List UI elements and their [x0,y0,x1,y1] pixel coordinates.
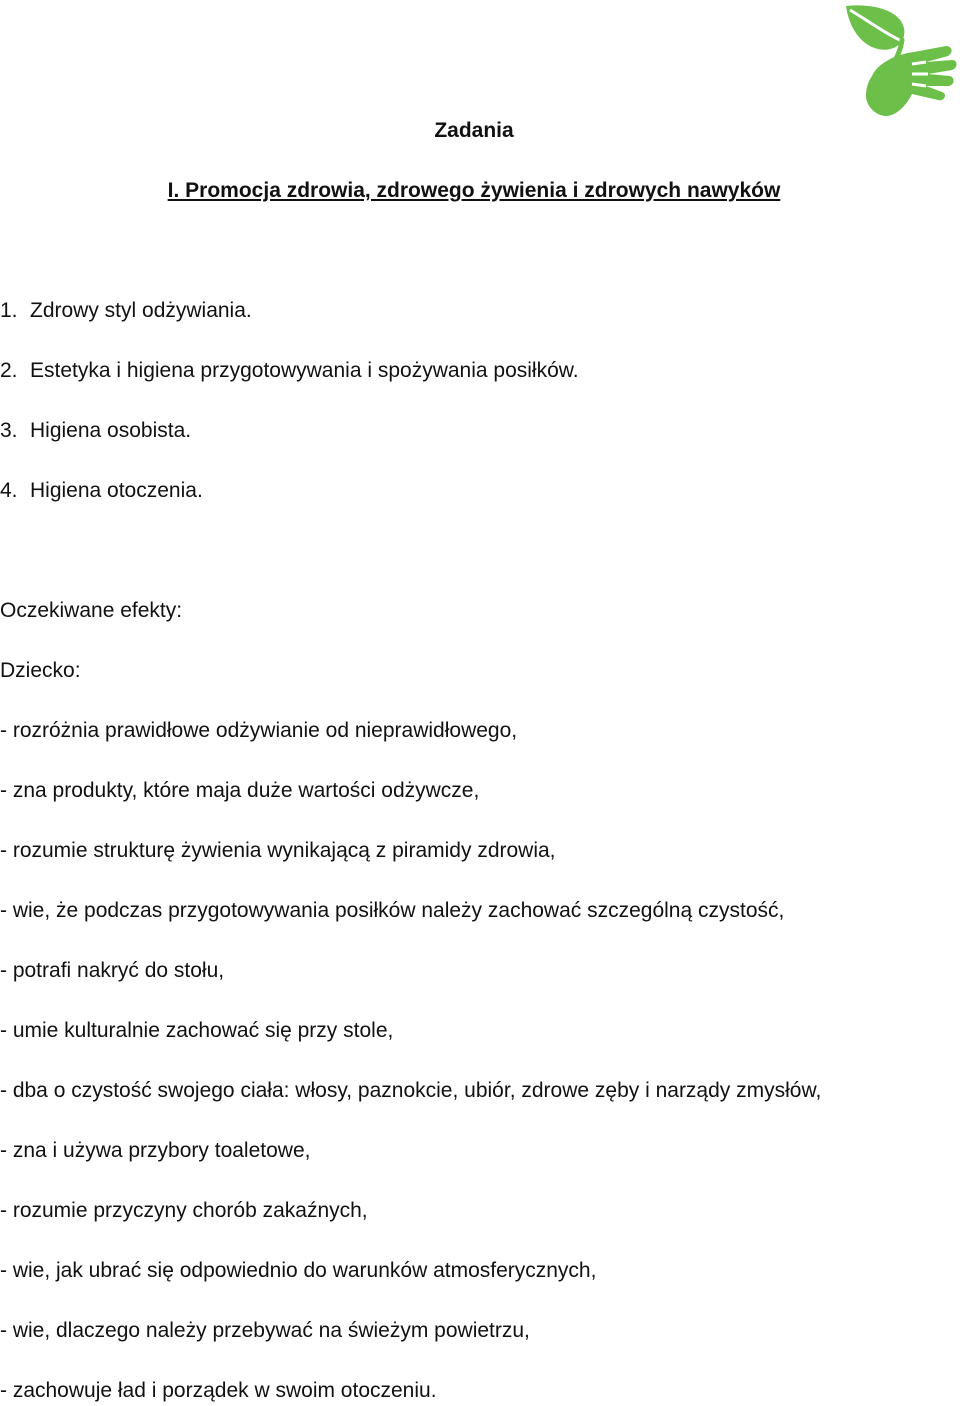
effect-item: - zna produkty, które maja duże wartości odżywcze, [0,779,480,802]
effect-item: - zna i używa przybory toaletowe, [0,1139,311,1162]
hand-finger-gap-3 [912,84,926,86]
topic-number: 1. [0,299,18,322]
leaf-hand-logo-icon [842,2,958,120]
topic-item [0,298,252,324]
effect-item: - potrafi nakryć do stołu, [0,959,225,982]
topic-text: Higiena osobista. [30,419,192,442]
effect-item: - zachowuje ład i porządek w swoim otoczeniu. [0,1379,437,1402]
effect-item: - dba o czystość swojego ciała: włosy, paznokcie, ubiór, zdrowe zęby i narządy zmysłów, [0,1079,822,1102]
effect-item: - umie kulturalnie zachować się przy stole, [0,1019,394,1042]
page-title: Zadania [434,119,514,142]
topic-number: 4. [0,479,18,502]
effect-item: - rozumie strukturę żywienia wynikającą z piramidy zdrowia, [0,839,556,862]
effect-item: - rozumie przyczyny chorób zakaźnych, [0,1199,368,1222]
topic-text: Zdrowy styl odżywiania. [30,299,252,322]
effect-item: - wie, jak ubrać się odpowiednio do warunków atmosferycznych, [0,1259,597,1282]
topic-text: Estetyka i higiena przygotowywania i spożywania posiłków. [30,359,579,382]
section-title: I. Promocja zdrowia, zdrowego żywienia i zdrowych nawyków [167,179,781,202]
effect-item: - wie, że podczas przygotowywania posiłków należy zachować szczególną czystość, [0,899,785,922]
effect-item: - wie, dlaczego należy przebywać na świeżym powietrzu, [0,1319,530,1342]
topic-item [0,418,191,444]
topic-number: 2. [0,359,18,382]
effect-item: - rozróżnia prawidłowe odżywianie od nieprawidłowego, [0,719,518,742]
topic-number: 3. [0,419,18,442]
topic-text: Higiena otoczenia. [30,479,203,502]
hand-palm [866,46,957,116]
topic-item [0,478,203,504]
effects-subheading: Dziecko: [0,659,81,682]
effects-heading: Oczekiwane efekty: [0,599,183,622]
topic-item [0,358,579,384]
hand-finger-gap-1 [912,62,926,64]
